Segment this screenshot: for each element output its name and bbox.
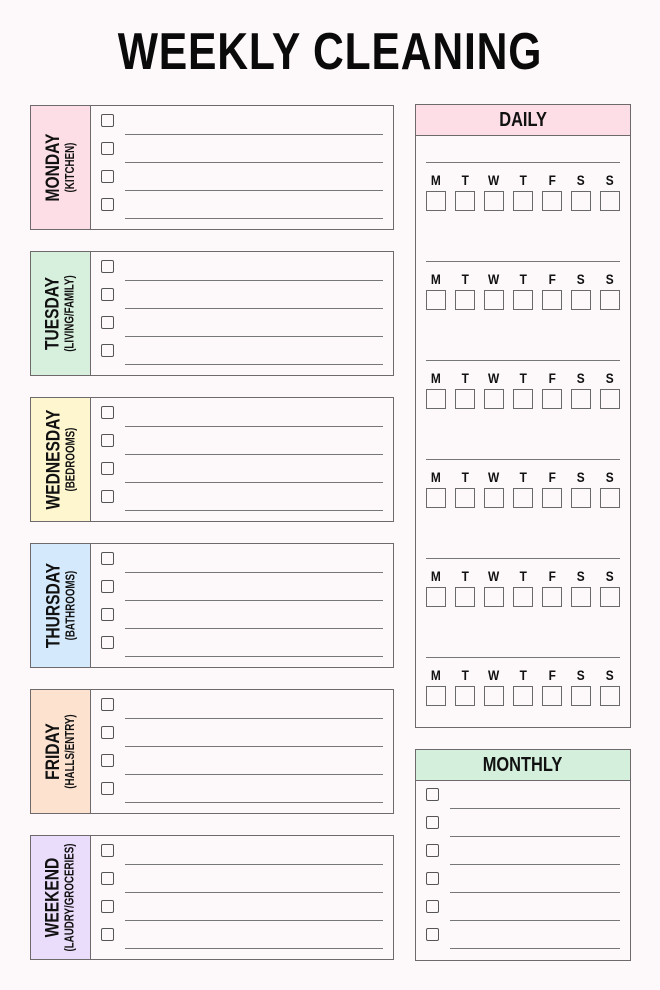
daily-checkbox[interactable] [455, 191, 475, 211]
weekday-letter: F [548, 172, 556, 188]
task-checkbox[interactable] [101, 198, 114, 211]
weekday-letter: S [577, 469, 585, 485]
task-checkbox[interactable] [101, 406, 114, 419]
weekday-letter: T [519, 370, 527, 386]
daily-checkbox[interactable] [513, 488, 533, 508]
monthly-task-row [416, 927, 630, 955]
weekday-letter: S [577, 568, 585, 584]
task-row [91, 287, 393, 315]
task-line[interactable] [125, 746, 383, 747]
daily-task-line[interactable] [426, 558, 620, 559]
weekday-letter: T [519, 172, 527, 188]
daily-checkbox[interactable] [542, 686, 562, 706]
daily-checkbox[interactable] [484, 488, 504, 508]
task-line[interactable] [125, 892, 383, 893]
day-area: (BATHROOMS) [62, 570, 77, 641]
task-line[interactable] [125, 656, 383, 657]
task-line[interactable] [125, 280, 383, 281]
daily-checkbox[interactable] [513, 587, 533, 607]
daily-task-line[interactable] [426, 261, 620, 262]
monthly-task-row [416, 899, 630, 927]
task-line[interactable] [125, 948, 383, 949]
task-checkbox[interactable] [101, 726, 114, 739]
daily-checkbox[interactable] [455, 389, 475, 409]
weekday-letter: M [431, 370, 441, 386]
task-row [91, 461, 393, 489]
monthly-panel [415, 749, 631, 961]
task-row [91, 579, 393, 607]
daily-checkbox[interactable] [426, 587, 446, 607]
monthly-checkbox[interactable] [426, 928, 439, 941]
daily-task-group [426, 558, 620, 618]
weekday-letter: M [431, 469, 441, 485]
weekday-letter: T [519, 469, 527, 485]
task-row [91, 343, 393, 371]
daily-checkbox[interactable] [542, 488, 562, 508]
monthly-checkbox[interactable] [426, 844, 439, 857]
daily-checkbox[interactable] [455, 488, 475, 508]
weekday-letter: T [461, 667, 469, 683]
task-line[interactable] [125, 134, 383, 135]
task-checkbox[interactable] [101, 900, 114, 913]
task-row [91, 551, 393, 579]
daily-checkbox[interactable] [600, 686, 620, 706]
task-row [91, 169, 393, 197]
weekday-letter: W [488, 370, 500, 386]
weekday-letter: S [577, 271, 585, 287]
task-checkbox[interactable] [101, 928, 114, 941]
monthly-checkbox[interactable] [426, 900, 439, 913]
task-line[interactable] [125, 600, 383, 601]
day-label [31, 544, 91, 667]
weekday-letter: S [577, 172, 585, 188]
daily-task-line[interactable] [426, 459, 620, 460]
day-name: MONDAY [42, 133, 64, 202]
day-section-weekend [30, 835, 394, 960]
weekday-letter: T [461, 370, 469, 386]
task-checkbox[interactable] [101, 608, 114, 621]
daily-checkbox[interactable] [513, 290, 533, 310]
task-line[interactable] [125, 628, 383, 629]
weekday-letter: F [548, 568, 556, 584]
weekday-letter: W [488, 568, 500, 584]
daily-checkbox[interactable] [571, 686, 591, 706]
daily-checkbox[interactable] [484, 191, 504, 211]
daily-task-group [426, 162, 620, 222]
daily-title: DAILY [499, 108, 547, 131]
task-checkbox[interactable] [101, 114, 114, 127]
day-section-friday [30, 689, 394, 814]
monthly-task-line[interactable] [450, 808, 620, 809]
daily-task-group [426, 657, 620, 717]
day-label [31, 690, 91, 813]
weekday-letter: W [488, 271, 500, 287]
weekday-letter: S [606, 667, 614, 683]
task-line[interactable] [125, 920, 383, 921]
task-checkbox[interactable] [101, 462, 114, 475]
task-checkbox[interactable] [101, 344, 114, 357]
weekday-letter: M [431, 568, 441, 584]
task-line[interactable] [125, 364, 383, 365]
task-line[interactable] [125, 162, 383, 163]
day-area: (BEDROOMS) [62, 427, 77, 492]
monthly-task-row [416, 871, 630, 899]
daily-checkbox[interactable] [571, 290, 591, 310]
task-row [91, 141, 393, 169]
daily-task-line[interactable] [426, 162, 620, 163]
daily-checkbox[interactable] [484, 587, 504, 607]
daily-checkbox[interactable] [426, 191, 446, 211]
task-row [91, 635, 393, 663]
weekday-letter: F [548, 370, 556, 386]
weekday-letter: S [606, 370, 614, 386]
task-checkbox[interactable] [101, 142, 114, 155]
task-checkbox[interactable] [101, 782, 114, 795]
task-line[interactable] [125, 774, 383, 775]
daily-checkbox[interactable] [600, 389, 620, 409]
task-row [91, 899, 393, 927]
task-line[interactable] [125, 510, 383, 511]
monthly-task-line[interactable] [450, 920, 620, 921]
daily-task-line[interactable] [426, 657, 620, 658]
day-section-thursday [30, 543, 394, 668]
task-line[interactable] [125, 218, 383, 219]
task-row [91, 315, 393, 343]
weekday-letter: T [519, 271, 527, 287]
task-line[interactable] [125, 802, 383, 803]
day-name: FRIDAY [42, 723, 64, 780]
monthly-task-row [416, 843, 630, 871]
daily-checkbox[interactable] [484, 290, 504, 310]
weekday-letter: T [461, 271, 469, 287]
task-checkbox[interactable] [101, 170, 114, 183]
daily-checkbox[interactable] [600, 488, 620, 508]
daily-checkbox[interactable] [426, 488, 446, 508]
task-row [91, 607, 393, 635]
task-row [91, 927, 393, 955]
day-area: (HALLS/ENTRY) [62, 714, 77, 789]
task-checkbox[interactable] [101, 754, 114, 767]
weekday-letter: S [606, 271, 614, 287]
task-line[interactable] [125, 482, 383, 483]
day-section-wednesday [30, 397, 394, 522]
weekday-letter: F [548, 469, 556, 485]
day-label [31, 398, 91, 521]
task-row [91, 259, 393, 287]
weekday-letter: M [431, 271, 441, 287]
day-name: WEEKEND [42, 857, 64, 938]
daily-checkbox[interactable] [484, 686, 504, 706]
weekday-letter: M [431, 172, 441, 188]
daily-checkbox[interactable] [600, 290, 620, 310]
weekday-letter: T [461, 469, 469, 485]
task-checkbox[interactable] [101, 260, 114, 273]
weekday-letter: M [431, 667, 441, 683]
daily-checkbox[interactable] [571, 587, 591, 607]
weekday-letter: F [548, 271, 556, 287]
task-checkbox[interactable] [101, 698, 114, 711]
daily-checkbox[interactable] [513, 389, 533, 409]
task-line[interactable] [125, 426, 383, 427]
daily-task-line[interactable] [426, 360, 620, 361]
monthly-checkbox[interactable] [426, 788, 439, 801]
daily-task-group [426, 261, 620, 321]
task-row [91, 753, 393, 781]
task-row [91, 843, 393, 871]
daily-checkbox[interactable] [542, 290, 562, 310]
task-row [91, 405, 393, 433]
monthly-task-row [416, 787, 630, 815]
daily-checkbox[interactable] [571, 488, 591, 508]
day-name: TUESDAY [42, 276, 64, 351]
page-title: WEEKLY CLEANING [117, 23, 543, 81]
task-checkbox[interactable] [101, 844, 114, 857]
daily-checkbox[interactable] [426, 389, 446, 409]
monthly-task-line[interactable] [450, 948, 620, 949]
daily-checkbox[interactable] [600, 587, 620, 607]
task-row [91, 871, 393, 899]
daily-checkbox[interactable] [426, 290, 446, 310]
daily-checkbox[interactable] [455, 290, 475, 310]
task-row [91, 113, 393, 141]
task-checkbox[interactable] [101, 636, 114, 649]
daily-checkbox[interactable] [542, 587, 562, 607]
weekday-letter: S [606, 568, 614, 584]
weekday-letter: W [488, 667, 500, 683]
task-checkbox[interactable] [101, 288, 114, 301]
daily-task-group [426, 459, 620, 519]
weekday-letter: S [577, 667, 585, 683]
task-row [91, 781, 393, 809]
task-checkbox[interactable] [101, 872, 114, 885]
day-section-monday [30, 105, 394, 230]
daily-checkbox[interactable] [542, 191, 562, 211]
daily-checkbox[interactable] [455, 686, 475, 706]
day-area: (LAUDRY/GROCERIES) [62, 843, 77, 952]
daily-checkbox[interactable] [513, 686, 533, 706]
monthly-task-line[interactable] [450, 864, 620, 865]
daily-checkbox[interactable] [571, 389, 591, 409]
daily-header [416, 105, 630, 136]
daily-panel [415, 104, 631, 728]
weekday-letter: W [488, 172, 500, 188]
weekday-letter: T [461, 568, 469, 584]
daily-checkbox[interactable] [600, 191, 620, 211]
day-label [31, 836, 91, 959]
task-row [91, 725, 393, 753]
task-row [91, 197, 393, 225]
task-checkbox[interactable] [101, 434, 114, 447]
daily-checkbox[interactable] [426, 686, 446, 706]
task-line[interactable] [125, 718, 383, 719]
task-checkbox[interactable] [101, 490, 114, 503]
monthly-task-line[interactable] [450, 892, 620, 893]
day-name: THURSDAY [42, 562, 64, 649]
monthly-title: MONTHLY [483, 753, 563, 776]
day-label [31, 106, 91, 229]
daily-checkbox[interactable] [455, 587, 475, 607]
task-line[interactable] [125, 308, 383, 309]
daily-checkbox[interactable] [513, 191, 533, 211]
monthly-header [416, 750, 630, 781]
weekday-letter: T [519, 667, 527, 683]
weekday-letter: S [606, 469, 614, 485]
monthly-task-row [416, 815, 630, 843]
monthly-task-line[interactable] [450, 836, 620, 837]
day-label [31, 252, 91, 375]
monthly-checkbox[interactable] [426, 816, 439, 829]
task-line[interactable] [125, 336, 383, 337]
weekday-letter: S [606, 172, 614, 188]
task-line[interactable] [125, 190, 383, 191]
task-row [91, 697, 393, 725]
task-checkbox[interactable] [101, 552, 114, 565]
monthly-checkbox[interactable] [426, 872, 439, 885]
day-name: WEDNESDAY [42, 409, 64, 510]
weekday-letter: T [461, 172, 469, 188]
weekday-letter: S [577, 370, 585, 386]
task-line[interactable] [125, 572, 383, 573]
daily-checkbox[interactable] [571, 191, 591, 211]
daily-checkbox[interactable] [542, 389, 562, 409]
weekday-letter: W [488, 469, 500, 485]
task-row [91, 489, 393, 517]
day-section-tuesday [30, 251, 394, 376]
weekday-letter: F [548, 667, 556, 683]
weekday-letter: T [519, 568, 527, 584]
day-area: (LIVING/FAMILY) [62, 275, 77, 352]
daily-checkbox[interactable] [484, 389, 504, 409]
task-checkbox[interactable] [101, 316, 114, 329]
task-line[interactable] [125, 454, 383, 455]
day-area: (KITCHEN) [62, 142, 77, 193]
task-row [91, 433, 393, 461]
task-checkbox[interactable] [101, 580, 114, 593]
task-line[interactable] [125, 864, 383, 865]
daily-task-group [426, 360, 620, 420]
